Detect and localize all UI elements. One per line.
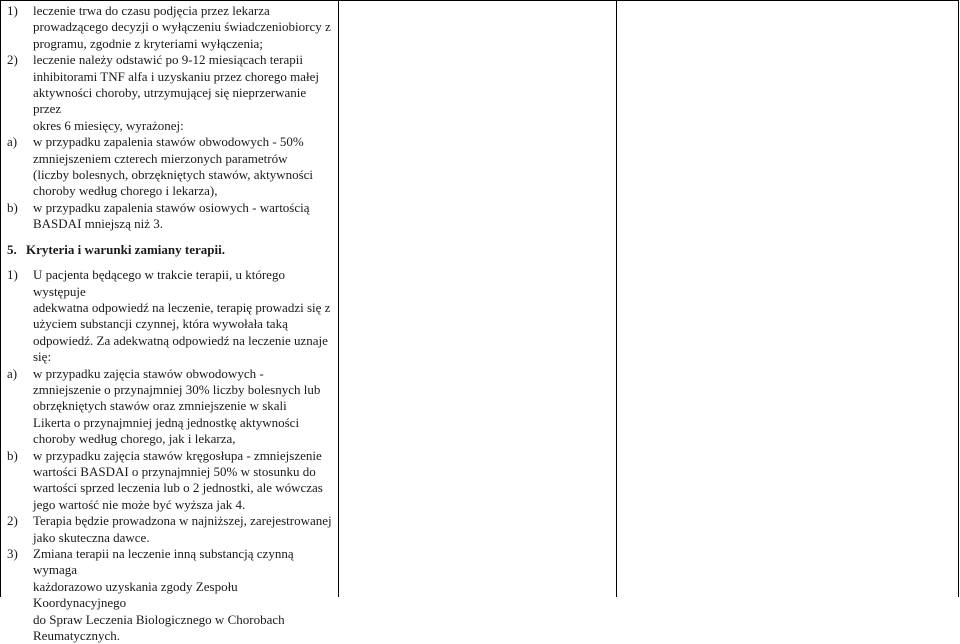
sub-list-letter: a) bbox=[7, 365, 18, 381]
list-item bbox=[7, 513, 333, 546]
sub-list-letter: a) bbox=[7, 134, 18, 150]
text-line: zmniejszenie o przynajmniej 30% liczby bolesnych lub bbox=[33, 381, 321, 397]
sub-list-item bbox=[7, 448, 333, 514]
list-number: 2) bbox=[7, 513, 18, 529]
list-number: 1) bbox=[7, 3, 18, 18]
list-item bbox=[7, 267, 333, 365]
text-line: leczenie należy odstawić po 9-12 miesiącach terapii bbox=[33, 52, 303, 68]
text-line: Terapia będzie prowadzona w najniższej, zarejestrowanej bbox=[33, 513, 332, 529]
text-line: się: bbox=[33, 349, 52, 365]
sub-list-letter: b) bbox=[7, 447, 18, 463]
text-line: choroby według chorego, jak i lekarza, bbox=[33, 431, 236, 447]
section-number: 5. bbox=[7, 241, 17, 257]
sub-list-item bbox=[7, 366, 333, 448]
text-line: odpowiedź. Za adekwatną odpowiedź na leczenie uznaje bbox=[33, 332, 328, 348]
text-line: w przypadku zajęcia stawów obwodowych - bbox=[33, 365, 264, 381]
text-line: wartości sprzed leczenia lub o 2 jednostki, ale wówczas bbox=[33, 480, 323, 496]
list-number: 2) bbox=[7, 52, 18, 68]
text-line: Reumatycznych. bbox=[33, 628, 120, 644]
sub-list-item bbox=[7, 200, 333, 233]
list-number: 1) bbox=[7, 267, 18, 283]
text-line: okres 6 miesięcy, wyrażonej: bbox=[33, 117, 184, 133]
text-line: w przypadku zajęcia stawów kręgosłupa - zmniejszenie bbox=[33, 447, 322, 463]
text-line: w przypadku zapalenia stawów osiowych - wartością bbox=[33, 199, 310, 215]
text-line: choroby według chorego i lekarza), bbox=[33, 183, 218, 199]
sub-list-item bbox=[7, 134, 333, 200]
list-item bbox=[7, 546, 333, 644]
text-line: każdorazowo uzyskania zgody Zespołu Koordynacyjnego bbox=[33, 578, 238, 611]
section-heading bbox=[7, 242, 333, 258]
text-line: U pacjenta będącego w trakcie terapii, u którego występuje bbox=[33, 267, 285, 299]
text-line: wartości BASDAI o przynajmniej 50% w stosunku do bbox=[33, 463, 316, 479]
text-line: programu, zgodnie z kryteriami wyłączenia; bbox=[33, 35, 263, 51]
text-line: w przypadku zapalenia stawów obwodowych - 50% bbox=[33, 134, 304, 150]
text-line: Likerta o przynajmniej jedną jednostkę aktywności bbox=[33, 414, 300, 430]
text-line: Zmiana terapii na leczenie inną substancją czynną wymaga bbox=[33, 546, 294, 578]
list-item bbox=[7, 3, 333, 52]
table-column-2 bbox=[339, 1, 617, 597]
text-line: inhibitorami TNF alfa i uzyskaniu przez chorego małej bbox=[33, 68, 320, 84]
table-column-3 bbox=[617, 1, 959, 597]
table-column-1 bbox=[1, 1, 339, 644]
text-line: adekwatna odpowiedź na leczenie, terapię prowadzi się z bbox=[33, 299, 331, 315]
text-line: prowadzącego decyzji o wyłączeniu świadczeniobiorcy z bbox=[33, 19, 331, 35]
text-line: jego wartość nie może być wyższa jak 4. bbox=[33, 496, 246, 512]
section-title: Kryteria i warunki zamiany terapii. bbox=[26, 241, 225, 257]
list-item bbox=[7, 52, 333, 134]
text-line: leczenie trwa do czasu podjęcia przez lekarza bbox=[33, 3, 270, 18]
text-line: aktywności choroby, utrzymującej się nieprzerwanie przez bbox=[33, 85, 307, 117]
text-line: BASDAI mniejszą niż 3. bbox=[33, 216, 163, 232]
text-line: (liczby bolesnych, obrzękniętych stawów, aktywności bbox=[33, 167, 314, 183]
cell-content bbox=[7, 3, 333, 644]
list-number: 3) bbox=[7, 546, 18, 561]
sub-list-letter: b) bbox=[7, 199, 18, 215]
text-line: zmniejszeniem czterech mierzonych parametrów bbox=[33, 150, 288, 166]
text-line: użyciem substancji czynnej, która wywołała taką bbox=[33, 316, 288, 332]
text-line: jako skuteczna dawce. bbox=[33, 529, 150, 545]
text-line: obrzękniętych stawów oraz zmniejszenie w skali bbox=[33, 398, 287, 414]
text-line: do Spraw Leczenia Biologicznego w Chorobach bbox=[33, 611, 285, 627]
